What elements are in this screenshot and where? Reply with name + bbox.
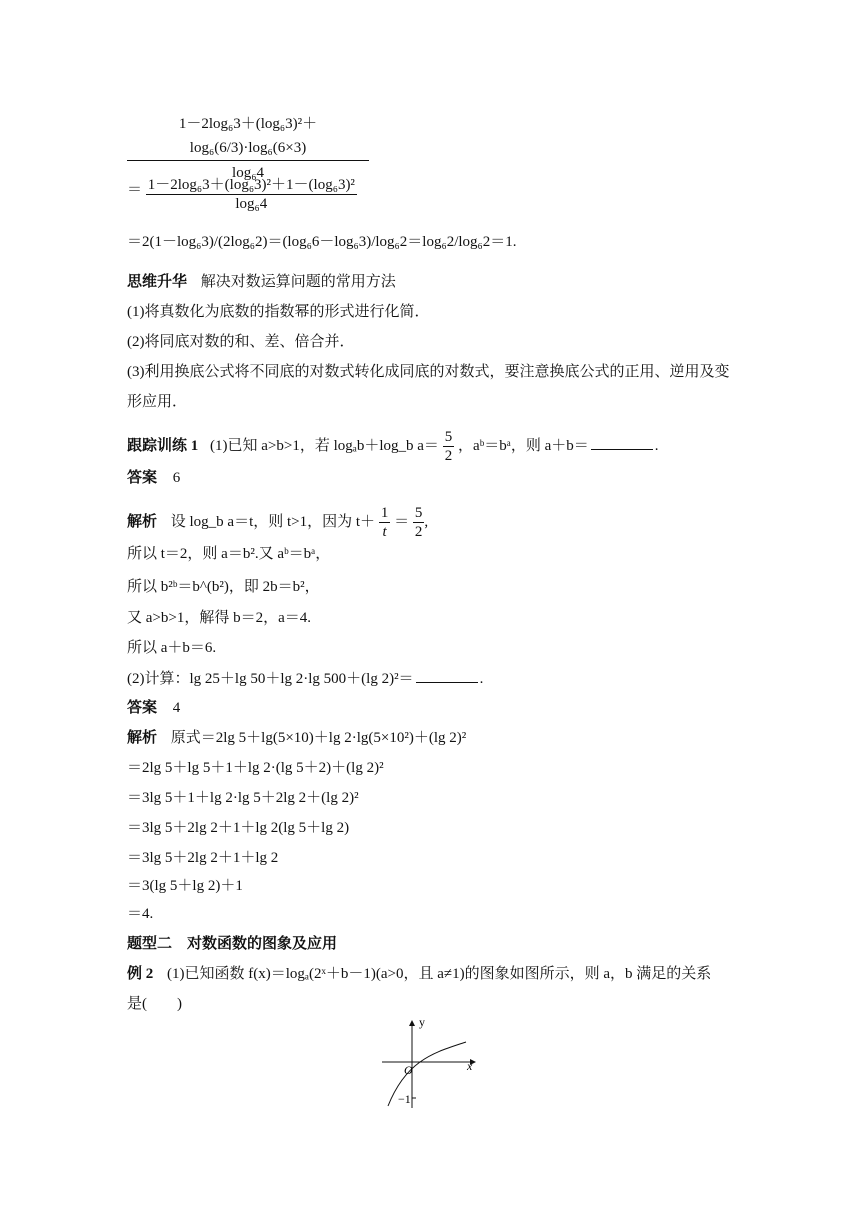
calc-step-3: ＝3lg 5＋1＋lg 2·lg 5＋2lg 2＋(lg 2)² (127, 790, 359, 806)
example-label: 例 2 (127, 966, 154, 982)
y-axis-label: y (419, 1016, 425, 1029)
calc-step-4: ＝3lg 5＋2lg 2＋1＋lg 2(lg 5＋lg 2) (127, 820, 350, 836)
method-1: (1)将真数化为底数的指数幂的形式进行化简． (127, 304, 430, 320)
section-text: 解决对数运算问题的常用方法 (200, 274, 396, 290)
fraction-denominator: log₆4 (232, 165, 264, 181)
analysis-label: 解析 (127, 513, 158, 530)
analysis-line-1: 解析 设 log_b a＝t，则 t>1，因为 t＋ $\frac{1}{t}$ ＝ $\frac{5}{2}$ , (127, 505, 429, 540)
solution-step-4: 所以 a＋b＝6. (127, 640, 217, 656)
example-2-line-2: 是( ) (127, 996, 182, 1012)
calc-step-2: ＝2lg 5＋lg 5＋1＋lg 2·(lg 5＋2)＋(lg 2)² (127, 760, 384, 776)
method-2: (2)将同底对数的和、差、倍合并． (127, 334, 355, 350)
solution-step-3: 又 a>b>1，解得 b＝2，a＝4. (127, 610, 311, 626)
y-axis-arrow (409, 1020, 415, 1026)
fraction-numerator: 1－2log₆3＋(log₆3)²＋1－(log₆3)² (147, 177, 355, 193)
summary-heading-line (127, 272, 396, 292)
x-axis-label: x (467, 1059, 473, 1073)
section-heading-type-2: 题型二 对数函数的图象及应用 (127, 936, 338, 952)
calc-step-6: ＝3(lg 5＋lg 2)＋1 (127, 878, 243, 894)
method-3b: 形应用． (127, 394, 188, 410)
neg-one-label: −1 (398, 1092, 411, 1106)
example-2-line-1: 例 2 (1)已知函数 f(x)＝logₐ(2ˣ＋b－1)(a>0，且 a≠1)的图象如图所示，则 a，b 满足的关系 (127, 966, 712, 982)
function-graph (370, 1016, 490, 1116)
practice-title: 跟踪训练 1 (127, 437, 199, 454)
origin-label: O (404, 1063, 413, 1077)
fraction-expression-1 (127, 112, 369, 185)
equation-line-2: ＝ $\frac{\text{1－2log₆3＋(log₆3)²＋1－(log₆3)²}}{\text{log₆4}}$ (127, 177, 355, 212)
fraction-numerator: 1－2log₆3＋(log₆3)²＋log₆(6/3)·log₆(6×3) (127, 112, 369, 161)
practice-question-1: 跟踪训练 1 (1)已知 a>b>1，若 logₐb＋log_b a＝ $\frac{5}{2}$ ，aᵇ＝bᵃ，则 a＋b＝ . (127, 429, 659, 464)
solution-step-1: 所以 t＝2，则 a＝b².又 aᵇ＝bᵃ， (127, 546, 331, 562)
answer-label: 答案 (127, 470, 158, 486)
analysis-label: 解析 (127, 730, 158, 746)
answer-blank (416, 668, 478, 683)
answer-line-2 (127, 698, 180, 718)
answer-blank (591, 435, 653, 450)
analysis-line-2: 解析 原式＝2lg 5＋lg(5×10)＋lg 2·lg(5×10²)＋(lg 2)² (127, 730, 467, 746)
answer-value: 6 (172, 470, 181, 486)
answer-line-1 (127, 468, 180, 488)
section-title: 思维升华 (127, 274, 188, 290)
equation-line-3: ＝2(1－log₆3)/(2log₆2)＝(log₆6－log₆3)/log₆2＝log₆2/log₆2＝1. (127, 234, 517, 250)
method-3a: (3)利用换底公式将不同底的对数式转化成同底的对数式，要注意换底公式的正用、逆用及变 (127, 364, 730, 380)
answer-value: 4 (172, 700, 181, 716)
answer-label: 答案 (127, 700, 158, 716)
solution-step-2: 所以 b²ᵇ＝b^(b²)，即 2b＝b²， (127, 579, 320, 595)
calc-step-7: ＝4. (127, 906, 154, 922)
practice-question-2: (2)计算：lg 25＋lg 50＋lg 2·lg 500＋(lg 2)²＝ . (127, 668, 483, 689)
fraction-denominator: log₆4 (235, 196, 268, 212)
calc-step-5: ＝3lg 5＋2lg 2＋1＋lg 2 (127, 850, 279, 866)
